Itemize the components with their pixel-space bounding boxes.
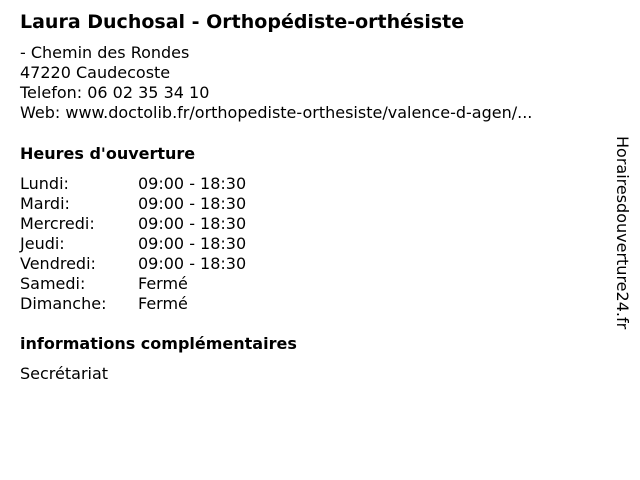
day-hours: 09:00 - 18:30 (138, 214, 247, 233)
hours-row-friday (20, 254, 246, 274)
page-title: Laura Duchosal - Orthopédiste-orthésiste (20, 11, 465, 33)
day-hours: Fermé (138, 294, 188, 313)
website-link[interactable]: Web: www.doctolib.fr/orthopediste-orthesiste/valence-d-agen/... (20, 103, 533, 122)
day-label: Mardi: (20, 194, 70, 213)
day-label: Lundi: (20, 174, 69, 193)
day-label: Samedi: (20, 274, 86, 293)
day-hours: Fermé (138, 274, 188, 293)
hours-row-thursday (20, 234, 246, 254)
hours-row-monday (20, 174, 246, 194)
hours-row-tuesday (20, 194, 246, 214)
additional-info-text: Secrétariat (20, 364, 109, 383)
contact-block (20, 43, 532, 123)
day-label: Jeudi: (20, 234, 65, 253)
hours-row-wednesday (20, 214, 246, 234)
hours-row-sunday (20, 294, 246, 314)
day-hours: 09:00 - 18:30 (138, 254, 247, 273)
day-label: Vendredi: (20, 254, 96, 273)
day-hours: 09:00 - 18:30 (138, 234, 247, 253)
day-label: Mercredi: (20, 214, 95, 233)
day-hours: 09:00 - 18:30 (138, 174, 247, 193)
address-city: 47220 Caudecoste (20, 63, 171, 82)
day-hours: 09:00 - 18:30 (138, 194, 247, 213)
site-watermark: Horairesdouverture24.fr (613, 136, 632, 330)
phone-number: Telefon: 06 02 35 34 10 (20, 83, 210, 102)
day-label: Dimanche: (20, 294, 107, 313)
address-street: - Chemin des Rondes (20, 43, 190, 62)
opening-hours-heading: Heures d'ouverture (20, 144, 196, 163)
additional-info-heading: informations complémentaires (20, 334, 297, 353)
hours-row-saturday (20, 274, 246, 294)
opening-hours-list (20, 174, 246, 314)
